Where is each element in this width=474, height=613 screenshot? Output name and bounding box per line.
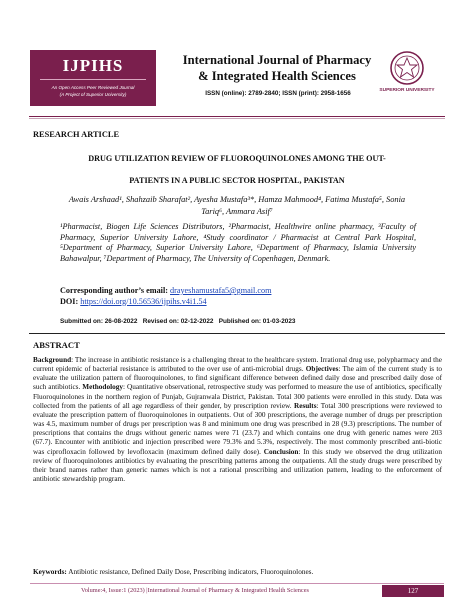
conclusion-text: : In this study we observed the drug utilization review of fluoroquinolones antibiotics by evaluating the prescribing patterns among the outpatients. All the study drugs were prescribed by their brand names rather than generic names which is not a rational prescribing and utilization pattern, leading to the enforcement of antibiotic stewardship program. [33, 447, 442, 484]
keywords-label: Keywords: [33, 568, 67, 576]
methodology-label: Methodology [82, 383, 123, 392]
results-label: Results [293, 401, 317, 410]
methodology-text: : Quantitative observational, retrospective study was performed to measure the use of antibiotics, specifically Fluoroquinolones in the northern region of Punjab, Gujranwala District, Pakistan. Total 300 patients were enrolled in this study. Data was collected from the patients of all age regardless of their gender, by prescription review. [33, 383, 442, 410]
header-rule [29, 116, 445, 117]
logo-subtitle: An Open Access Peer Reviewed Journal [51, 85, 135, 90]
article-type: RESEARCH ARTICLE [33, 130, 120, 139]
email-line [60, 286, 416, 297]
footer-citation: Volume:4, Issue:1 (2023) |International Journal of Pharmacy & Integrated Health Sciences [81, 587, 309, 594]
article-title-line2: PATIENTS IN A PUBLIC SECTOR HOSPITAL, PAKISTAN [129, 176, 345, 185]
objectives-text: : The aim of the current study is to evaluate the utilization pattern of fluoroquinolones, to find significant difference between defined daily dose and prescribed daily dose of such antibiotics. [33, 365, 442, 392]
journal-title [174, 52, 380, 84]
keywords-text: Antibiotic resistance, Defined Daily Dose, Prescribing indicators, Fluoroquinolones. [66, 568, 314, 576]
background-label: Background [33, 356, 72, 364]
objectives-label: Objectives [305, 365, 339, 374]
header-rule-2 [29, 118, 445, 119]
issn-line: ISSN (online): 2789-2840; ISSN (print): 2958-1656 [205, 90, 351, 97]
logo-subtitle-2: (A Project of Superior University) [59, 92, 127, 97]
abstract-heading: ABSTRACT [33, 340, 80, 350]
university-seal-icon [389, 50, 425, 86]
conclusion-label: Conclusion [263, 447, 299, 456]
university-logo [375, 50, 439, 110]
background-text: : The increase in antibiotic resistance is a challenging threat to the healthcare system. Irrational drug use, polypharmacy and the current epidemic of bacterial resistance is attributed to the over use of anti-microbial drugs. [33, 356, 442, 374]
university-name: SUPERIOR UNIVERSITY [379, 88, 435, 93]
publication-dates: Submitted on: 26-08-2022 Revised on: 02-12-2022 Published on: 01-03-2023 [60, 318, 296, 325]
journal-title-line2: & Integrated Health Sciences [198, 69, 356, 83]
doi-label: DOI: [60, 296, 81, 306]
section-divider [29, 333, 445, 334]
keywords [33, 568, 442, 577]
affiliations: ¹Pharmacist, Biogen Life Sciences Distributors, ²Pharmacist, Healthwire online pharmacy, ³Faculty of Pharmacy, Superior University Lahore, ⁴Study coordinator / Pharmacist at Central Park Hospital, ⁵Department of Pharmacy, Superior University Lahore, ⁶Department of Pharmacy, Islamia University Bahawalpur, ⁷Department of Pharmacy, The University of Copenhagen, Denmark. [60, 222, 416, 264]
journal-logo [30, 50, 156, 106]
article-title-line1: DRUG UTILIZATION REVIEW OF FLUOROQUINOLONES AMONG THE OUT- [88, 154, 386, 163]
article-title [50, 148, 424, 192]
journal-title-line1: International Journal of Pharmacy [182, 53, 372, 67]
logo-title: IJPIHS [62, 56, 124, 75]
email-link[interactable]: drayeshamustafa5@gmail.com [170, 286, 272, 295]
results-text: : Total 300 prescriptions were reviewed to evaluate the prescription pattern of fluoroquinolones in outpatients. Out of 300 prescriptions, the average number of drugs per prescription was 4.5, maximum number of drugs per prescription was 8 and minimum one drug was prescribed in 28 (9.3) prescriptions. The number of prescriptions that contains the drugs without generic names were 71 (23.7) and which contains one drug with generic names were 203 (67.7). Encounter with antibiotic and injection prescribed were 79.3% and 5.3%, respectively. The most commonly prescribed anti-biotic was ciprofloxacin followed by levofloxacin (maximum defined daily dose). [33, 401, 443, 456]
email-label: Corresponding author’s email: [60, 286, 170, 295]
abstract-body [33, 356, 442, 484]
author-list: Awais Arshaad¹, Shahzaib Sharafat², Ayesha Mustafa³*, Hamza Mahmood⁴, Fatima Mustafa⁵, Sonia Tariq⁶, Ammara Asif⁷ [68, 195, 406, 216]
correspondence [60, 286, 416, 307]
page-footer [30, 583, 444, 598]
doi-line [60, 297, 416, 308]
page-number: 127 [382, 585, 444, 597]
doi-link[interactable]: https://doi.org/10.56536/ijpihs.v4i1.54 [80, 296, 207, 306]
logo-divider [40, 79, 146, 80]
